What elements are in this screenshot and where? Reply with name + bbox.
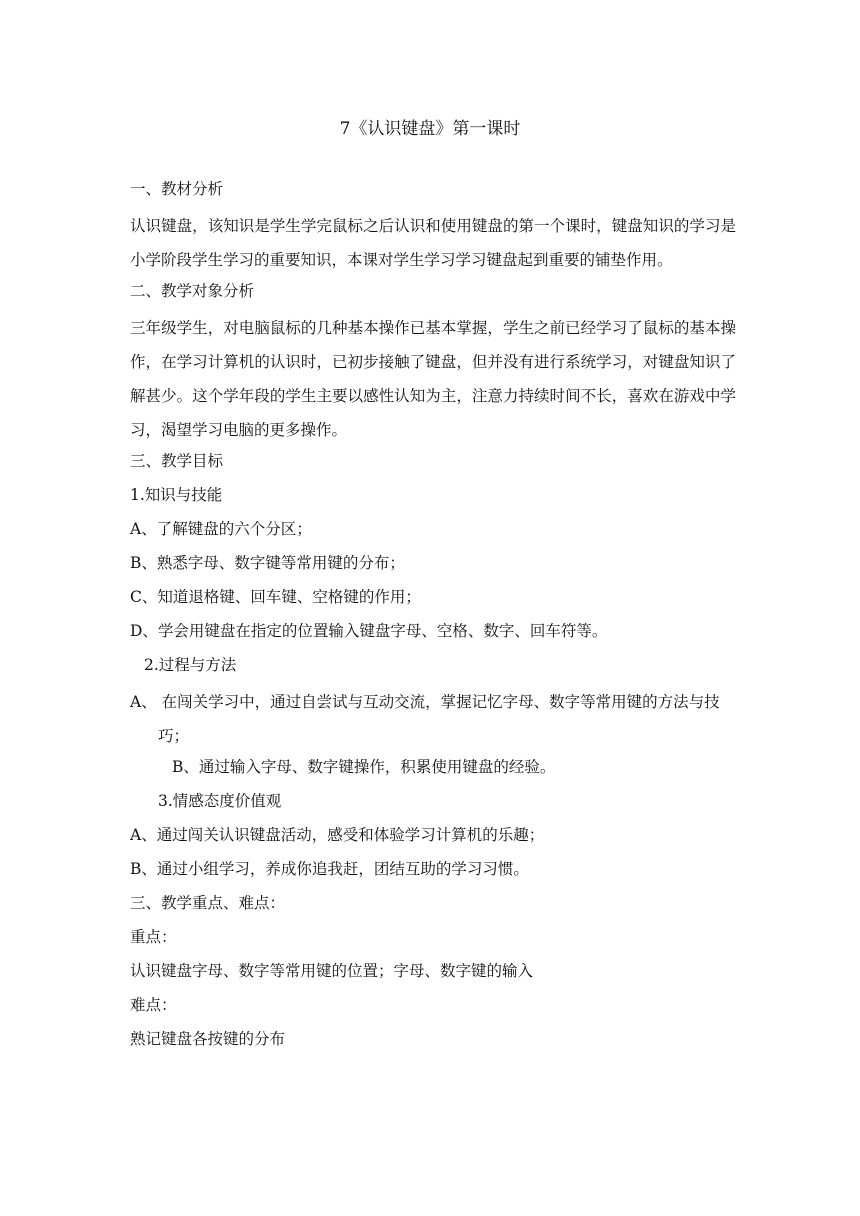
goal-knowledge-item-c: C、知道退格键、回车键、空格键的作用； bbox=[130, 588, 421, 606]
goal-knowledge-heading: 1.知识与技能 bbox=[130, 486, 223, 504]
goal-knowledge-item-d: D、学会用键盘在指定的位置输入键盘字母、空格、数字、回车符等。 bbox=[130, 622, 608, 640]
goal-knowledge-item-a: A、了解键盘的六个分区； bbox=[130, 520, 312, 538]
document-body bbox=[130, 175, 736, 1059]
goal-attitude-item-a: A、通过闯关认识键盘活动，感受和体验学习计算机的乐趣； bbox=[130, 826, 545, 844]
key-point-text: 认识键盘字母、数字等常用键的位置；字母、数字键的输入 bbox=[130, 962, 534, 980]
goal-process-item-a: A、 在闯关学习中，通过自尝试与互动交流，掌握记忆字母、数字等常用键的方法与技巧； bbox=[130, 693, 720, 745]
paragraph-materials: 认识键盘，该知识是学生学完鼠标之后认识和使用键盘的第一个课时，键盘知识的学习是小学阶段学生学习的重要知识，本课对学生学习学习键盘起到重要的铺垫作用。 bbox=[130, 217, 736, 269]
goal-process-heading: 2.过程与方法 bbox=[144, 656, 237, 674]
document-title: 7《认识键盘》第一课时 bbox=[339, 119, 521, 139]
difficulty-label: 难点： bbox=[130, 996, 177, 1014]
difficulty-text: 熟记键盘各按键的分布 bbox=[130, 1030, 286, 1048]
goal-attitude-item-b: B、通过小组学习，养成你追我赶，团结互助的学习习惯。 bbox=[130, 860, 529, 878]
goal-knowledge-item-b: B、熟悉字母、数字键等常用键的分布； bbox=[130, 554, 405, 572]
section-heading-materials: 一、教材分析 bbox=[130, 180, 224, 198]
goal-process-item-b: B、通过输入字母、数字键操作，积累使用键盘的经验。 bbox=[172, 758, 556, 776]
section-heading-goals: 三、教学目标 bbox=[130, 452, 224, 470]
section-heading-audience: 二、教学对象分析 bbox=[130, 282, 255, 300]
paragraph-audience: 三年级学生，对电脑鼠标的几种基本操作已基本掌握，学生之前已经学习了鼠标的基本操作，在学习计算机的认识时，已初步接触了键盘，但并没有进行系统学习，对键盘知识了解甚少。这个学年段的学生主要以感性认知为主，注意力持续时间不长，喜欢在游戏中学习，渴望学习电脑的更多操作。 bbox=[130, 319, 736, 439]
goal-attitude-heading: 3.情感态度价值观 bbox=[158, 792, 282, 810]
key-point-label: 重点： bbox=[130, 928, 177, 946]
section-heading-key-points: 三、教学重点、难点： bbox=[130, 894, 286, 912]
